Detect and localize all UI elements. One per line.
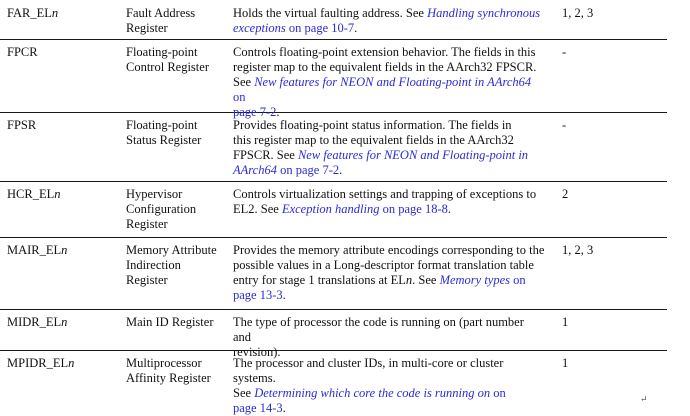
exception-levels: 1 (562, 356, 569, 370)
row-divider (0, 309, 667, 310)
exception-levels: 1, 2, 3 (562, 243, 594, 257)
cross-reference-link[interactable]: New features for NEON and Floating-point in (297, 148, 529, 162)
exception-levels: - (562, 45, 567, 59)
cross-reference-link[interactable]: on page 10-7 (285, 21, 355, 35)
exception-levels: 1 (562, 315, 569, 329)
register-description: Memory Attribute Indirection Register (126, 243, 217, 287)
register-details: Provides the memory attribute encodings corresponding to the possible values in a Long-descriptor format translation table entry for stage 1 translations at ELn. See Memory types on page 13-3. (233, 243, 545, 302)
register-name: MPIDR_ELn (7, 356, 75, 370)
cross-reference-link[interactable]: on page 7-2 (276, 163, 340, 177)
row-divider (0, 39, 667, 40)
cross-reference-link[interactable]: Handling synchronous (427, 6, 541, 20)
cross-reference-link[interactable]: page 7-2 (233, 105, 277, 119)
cross-reference-link[interactable]: on page 18-8 (379, 202, 448, 216)
register-description: Fault Address Register (126, 6, 196, 35)
cross-reference-link[interactable]: on (490, 386, 506, 400)
register-name: MAIR_ELn (7, 243, 68, 257)
register-description: Floating-point Status Register (126, 118, 202, 147)
cross-reference-link[interactable]: AArch64 (233, 163, 277, 177)
exception-levels: 1, 2, 3 (562, 6, 594, 20)
paragraph-return-mark: ↵ (640, 394, 648, 404)
register-details: Provides floating-point status information. The fields in this register map to the equivalent fields in the AArch32 FPSCR. See New features for NEON and Floating-point in AArch64 on page 7-2. (233, 118, 529, 177)
cross-reference-link[interactable]: on (510, 273, 526, 287)
register-name: FAR_ELn (7, 6, 59, 20)
register-name: FPSR (7, 118, 37, 132)
register-description: Hypervisor Configuration Register (126, 187, 197, 231)
cross-reference-link[interactable]: Determining which core the code is running on (254, 386, 491, 400)
exception-levels: 2 (562, 187, 569, 201)
register-details: The processor and cluster IDs, in multi-core or cluster systems. See Determining which core the code is running on on page 14-3. (233, 356, 506, 415)
register-details: Controls virtualization settings and trapping of exceptions to EL2. See Exception handling on page 18-8. (233, 187, 537, 216)
register-details: Controls floating-point extension behavior. The fields in this register map to the equivalent fields in the AArch32 FPSCR. See New features for NEON and Floating-point in AArch64 on page 7-2. (233, 45, 537, 119)
register-name: HCR_ELn (7, 187, 61, 201)
register-details: Holds the virtual faulting address. See Handling synchronous exceptions on page 10-7. (233, 6, 541, 35)
register-details: The type of processor the code is running on (part number and revision). (233, 315, 524, 359)
register-description: Floating-point Control Register (126, 45, 209, 74)
cross-reference-link[interactable]: New features for NEON and Floating-point in AArch64 (254, 75, 532, 89)
exception-levels: - (562, 118, 567, 132)
cross-reference-link[interactable]: exceptions (233, 21, 286, 35)
register-description: Multiprocessor Affinity Register (126, 356, 211, 385)
cross-reference-link[interactable]: Exception handling (281, 202, 380, 216)
cross-reference-link[interactable]: page 13-3 (233, 288, 283, 302)
cross-reference-link[interactable]: page 14-3 (233, 401, 283, 415)
register-name: FPCR (7, 45, 38, 59)
cross-reference-link[interactable]: Memory types (439, 273, 511, 287)
register-description: Main ID Register (126, 315, 214, 329)
row-divider (0, 181, 667, 182)
cross-reference-link[interactable]: on (233, 90, 246, 104)
row-divider (0, 237, 667, 238)
register-name: MIDR_ELn (7, 315, 68, 329)
